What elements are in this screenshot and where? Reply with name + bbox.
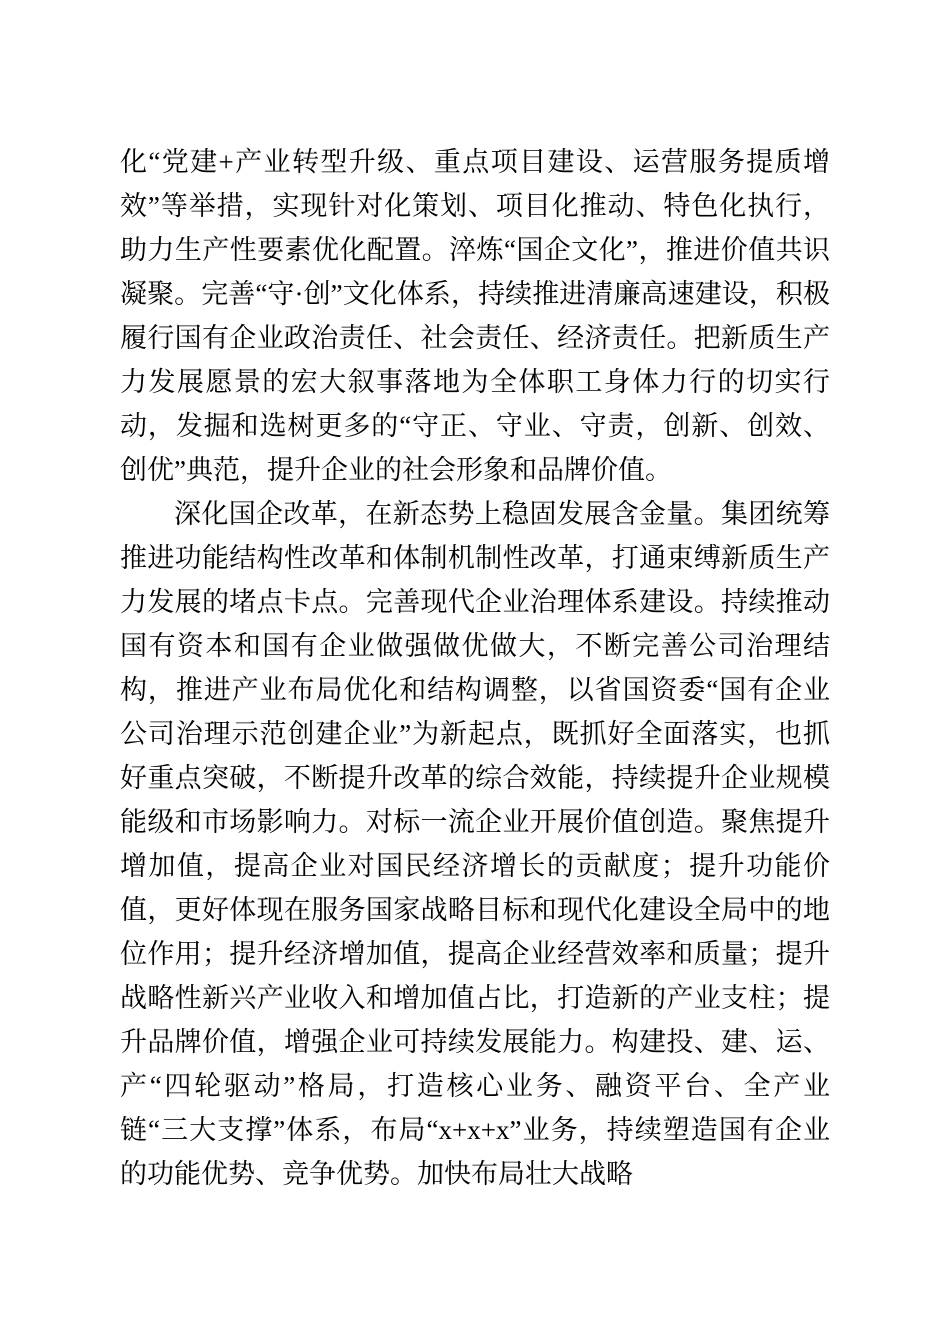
paragraph-reform: 深化国企改革，在新态势上稳固发展含金量。集团统筹推进功能结构性改革和体制机制性改革，打通束缚新质生产力发展的堵点卡点。完善现代企业治理体系建设。持续推动国有资本和国有企业做强做优做大，不断完善公司治理结构，推进产业布局优化和结构调整，以省国资委“国有企业公司治理示范创建企业”为新起点，既抓好全面落实，也抓好重点突破，不断提升改革的综合效能，持续提升企业规模能级和市场影响力。对标一流企业开展价值创造。聚焦提升增加值，提高企业对国民经济增长的贡献度；提升功能价值，更好体现在服务国家战略目标和现代化建设全局中的地位作用；提升经济增加值，提高企业经营效率和质量；提升战略性新兴产业收入和增加值占比，打造新的产业支柱；提升品牌价值，增强企业可持续发展能力。构建投、建、运、产“四轮驱动”格局，打造核心业务、融资平台、全产业链“三大支撑”体系，布局“x+x+x”业务，持续塑造国有企业的功能优势、竞争优势。加快布局壮大战略 xyxy=(120,499,830,1189)
document-body xyxy=(120,140,830,1196)
paragraph-continuation: 化“党建+产业转型升级、重点项目建设、运营服务提质增效”等举措，实现针对化策划、项目化推动、特色化执行，助力生产性要素优化配置。淬炼“国企文化”，推进价值共识凝聚。完善“守·创”文化体系，持续推进清廉高速建设，积极履行国有企业政治责任、社会责任、经济责任。把新质生产力发展愿景的宏大叙事落地为全体职工身体力行的切实行动，发掘和选树更多的“守正、守业、守责，创新、创效、创优”典范，提升企业的社会形象和品牌价值。 xyxy=(120,147,830,485)
